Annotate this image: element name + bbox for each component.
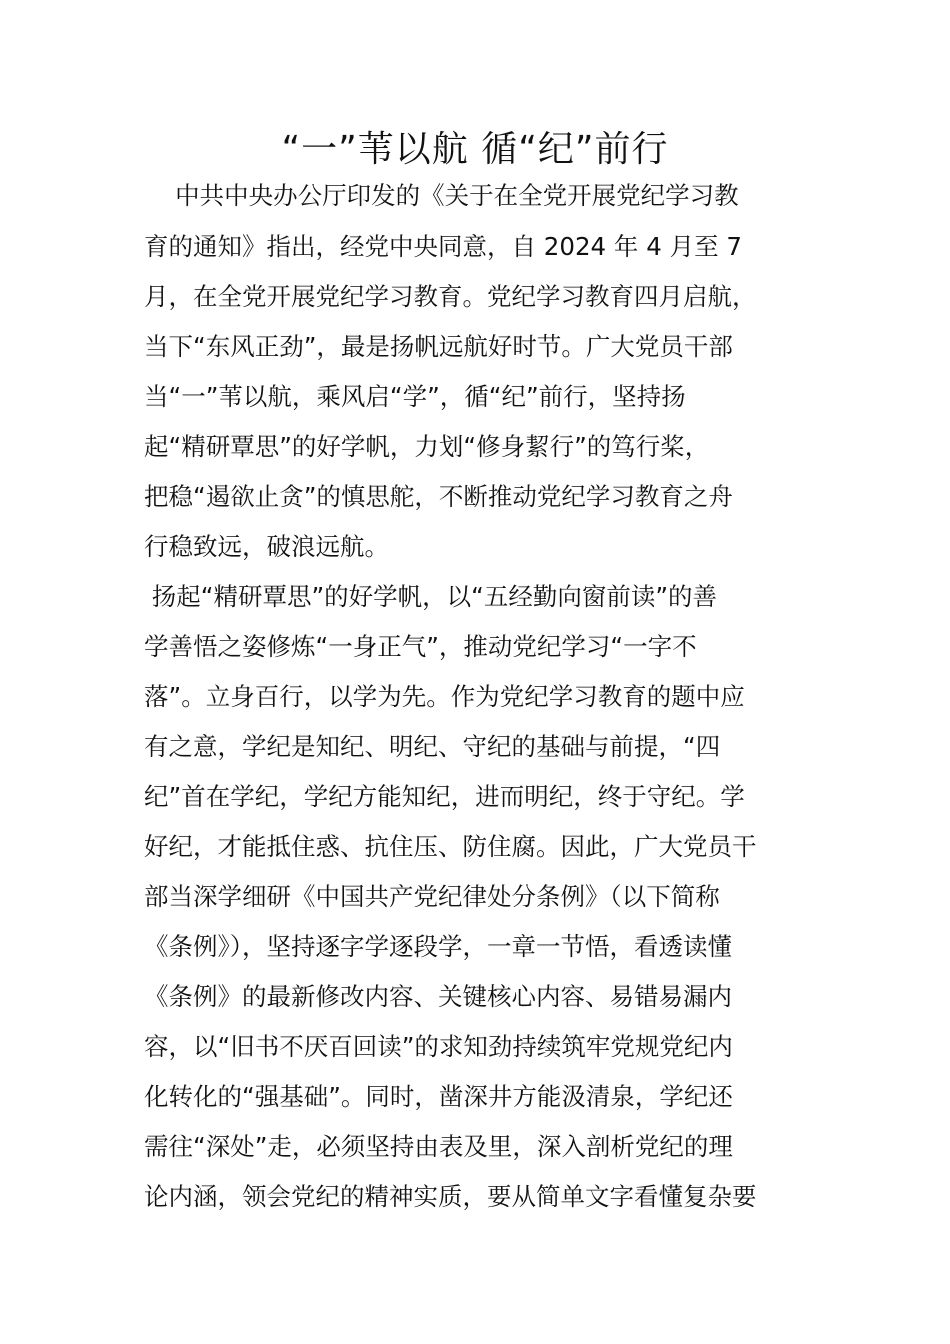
body-line-12: 有之意，学纪是知纪、明纪、守纪的基础与前提，“四 [144,732,721,761]
body-line-11: 落”。立身百行，以学为先。作为党纪学习教育的题中应 [144,682,745,711]
body-line-9: 扬起“精研覃思”的好学帆，以“五经勤向窗前读”的善 [144,582,718,611]
body-line-1: 中共中央办公厅印发的《关于在全党开展党纪学习教 [144,181,739,210]
body-line-13: 纪”首在学纪，学纪方能知纪，进而明纪，终于守纪。学 [144,782,745,811]
body-line-16: 《条例》），坚持逐字学逐段学，一章一节悟，看透读懂 [144,932,732,961]
body-line-7: 把稳“遏欲止贪”的慎思舵，不断推动党纪学习教育之舟 [144,482,733,511]
document-title: “一”苇以航 循“纪”前行 [281,129,669,170]
body-line-15: 部当深学细研《中国共产党纪律处分条例》（以下简称 [144,882,720,911]
body-line-21: 论内涵，领会党纪的精神实质，要从简单文字看懂复杂要 [144,1182,757,1211]
body-line-17: 《条例》的最新修改内容、关键核心内容、易错易漏内 [144,982,732,1011]
body-line-14: 好纪，才能抵住惑、抗住压、防住腐。因此，广大党员干 [144,832,757,861]
body-line-2: 育的通知》指出，经党中央同意，自 2024 年 4 月至 7 [144,232,742,261]
body-line-5: 当“一”苇以航，乘风启“学”，循“纪”前行，坚持扬 [144,382,686,411]
body-line-19: 化转化的“强基础”。同时，凿深井方能汲清泉，学纪还 [144,1082,733,1111]
body-line-4: 当下“东风正劲”，最是扬帆远航好时节。广大党员干部 [144,332,733,361]
body-line-10: 学善悟之姿修炼“一身正气”，推动党纪学习“一字不 [144,632,697,661]
body-line-8: 行稳致远，破浪远航。 [144,532,389,561]
body-line-20: 需往“深处”走，必须坚持由表及里，深入剖析党纪的理 [144,1132,733,1161]
body-line-3: 月，在全党开展党纪学习教育。党纪学习教育四月启航， [144,282,757,311]
body-line-18: 容，以“旧书不厌百回读”的求知劲持续筑牢党规党纪内 [144,1032,733,1061]
body-line-6: 起“精研覃思”的好学帆，力划“修身絜行”的笃行桨， [144,432,710,461]
